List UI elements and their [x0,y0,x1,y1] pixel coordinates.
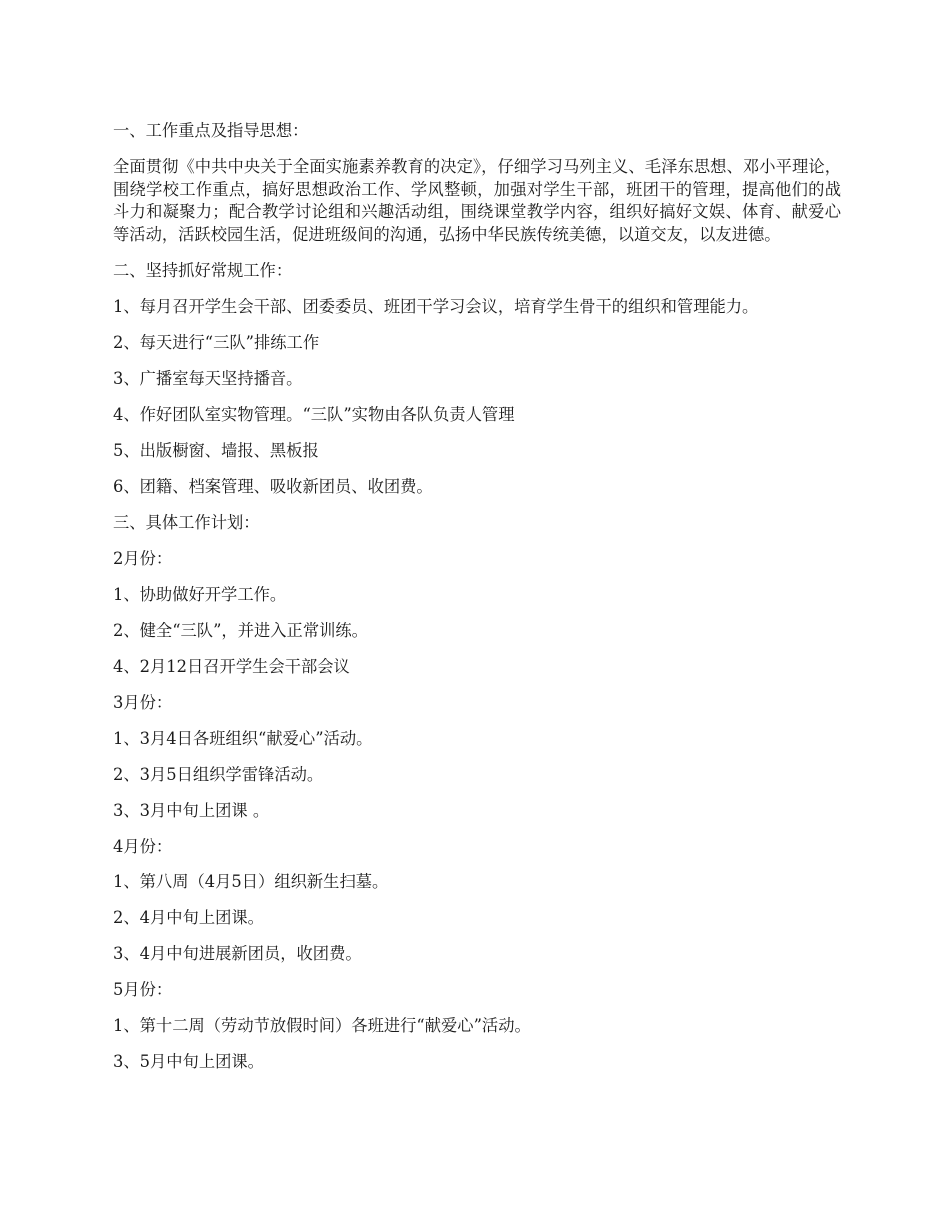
document-page [113,120,841,1087]
may-item-1: 1、第十二周（劳动节放假时间）各班进行“献爱心”活动。 [113,1016,531,1036]
march-item-3: 3、3月中旬上团课 。 [113,800,270,820]
month-heading-may: 5月份： [113,980,173,1000]
month-heading-april: 4月份： [113,836,173,856]
heading-section-3: 三、具体工作计划： [113,512,260,532]
routine-item-6: 6、团籍、档案管理、吸收新团员、收团费。 [113,476,433,496]
april-item-1: 1、第八周（4月5日）组织新生扫墓。 [113,872,389,892]
february-item-4: 4、2月12日召开学生会干部会议 [113,656,350,676]
february-item-2: 2、健全“三队”，并进入正常训练。 [113,620,368,640]
may-item-3: 3、5月中旬上团课。 [113,1052,264,1072]
routine-item-2: 2、每天进行“三队”排练工作 [113,332,320,352]
routine-item-1: 1、每月召开学生会干部、团委委员、班团干学习会议，培育学生骨干的组织和管理能力。 [113,296,759,316]
routine-item-4: 4、作好团队室实物管理。“三队”实物由各队负责人管理 [113,404,515,424]
paragraph-guiding-ideology: 全面贯彻《中共中央关于全面实施素养教育的决定》，仔细学习马列主义、毛泽东思想、邓小平理论，围绕学校工作重点，搞好思想政治工作、学风整顿，加强对学生干部，班团干的管理，提高他们的战斗力和凝聚力；配合教学讨论组和兴趣活动组，围绕课堂教学内容，组织好搞好文娱、体育、献爱心等活动，活跃校园生活，促进班级间的沟通，弘扬中华民族传统美德，以道交友，以友进德。 [113,156,841,244]
heading-section-1: 一、工作重点及指导思想： [113,121,309,140]
heading-section-2: 二、坚持抓好常规工作： [113,260,293,280]
month-heading-february: 2月份： [113,548,173,568]
month-heading-march: 3月份： [113,692,173,712]
march-item-2: 2、3月5日组织学雷锋活动。 [113,764,324,784]
april-item-3: 3、4月中旬进展新团员，收团费。 [113,944,362,964]
routine-item-3: 3、广播室每天坚持播音。 [113,368,303,388]
february-item-1: 1、协助做好开学工作。 [113,584,287,604]
routine-item-5: 5、出版橱窗、墙报、黑板报 [113,440,319,460]
april-item-2: 2、4月中旬上团课。 [113,908,264,928]
march-item-1: 1、3月4日各班组织“献爱心”活动。 [113,728,373,748]
